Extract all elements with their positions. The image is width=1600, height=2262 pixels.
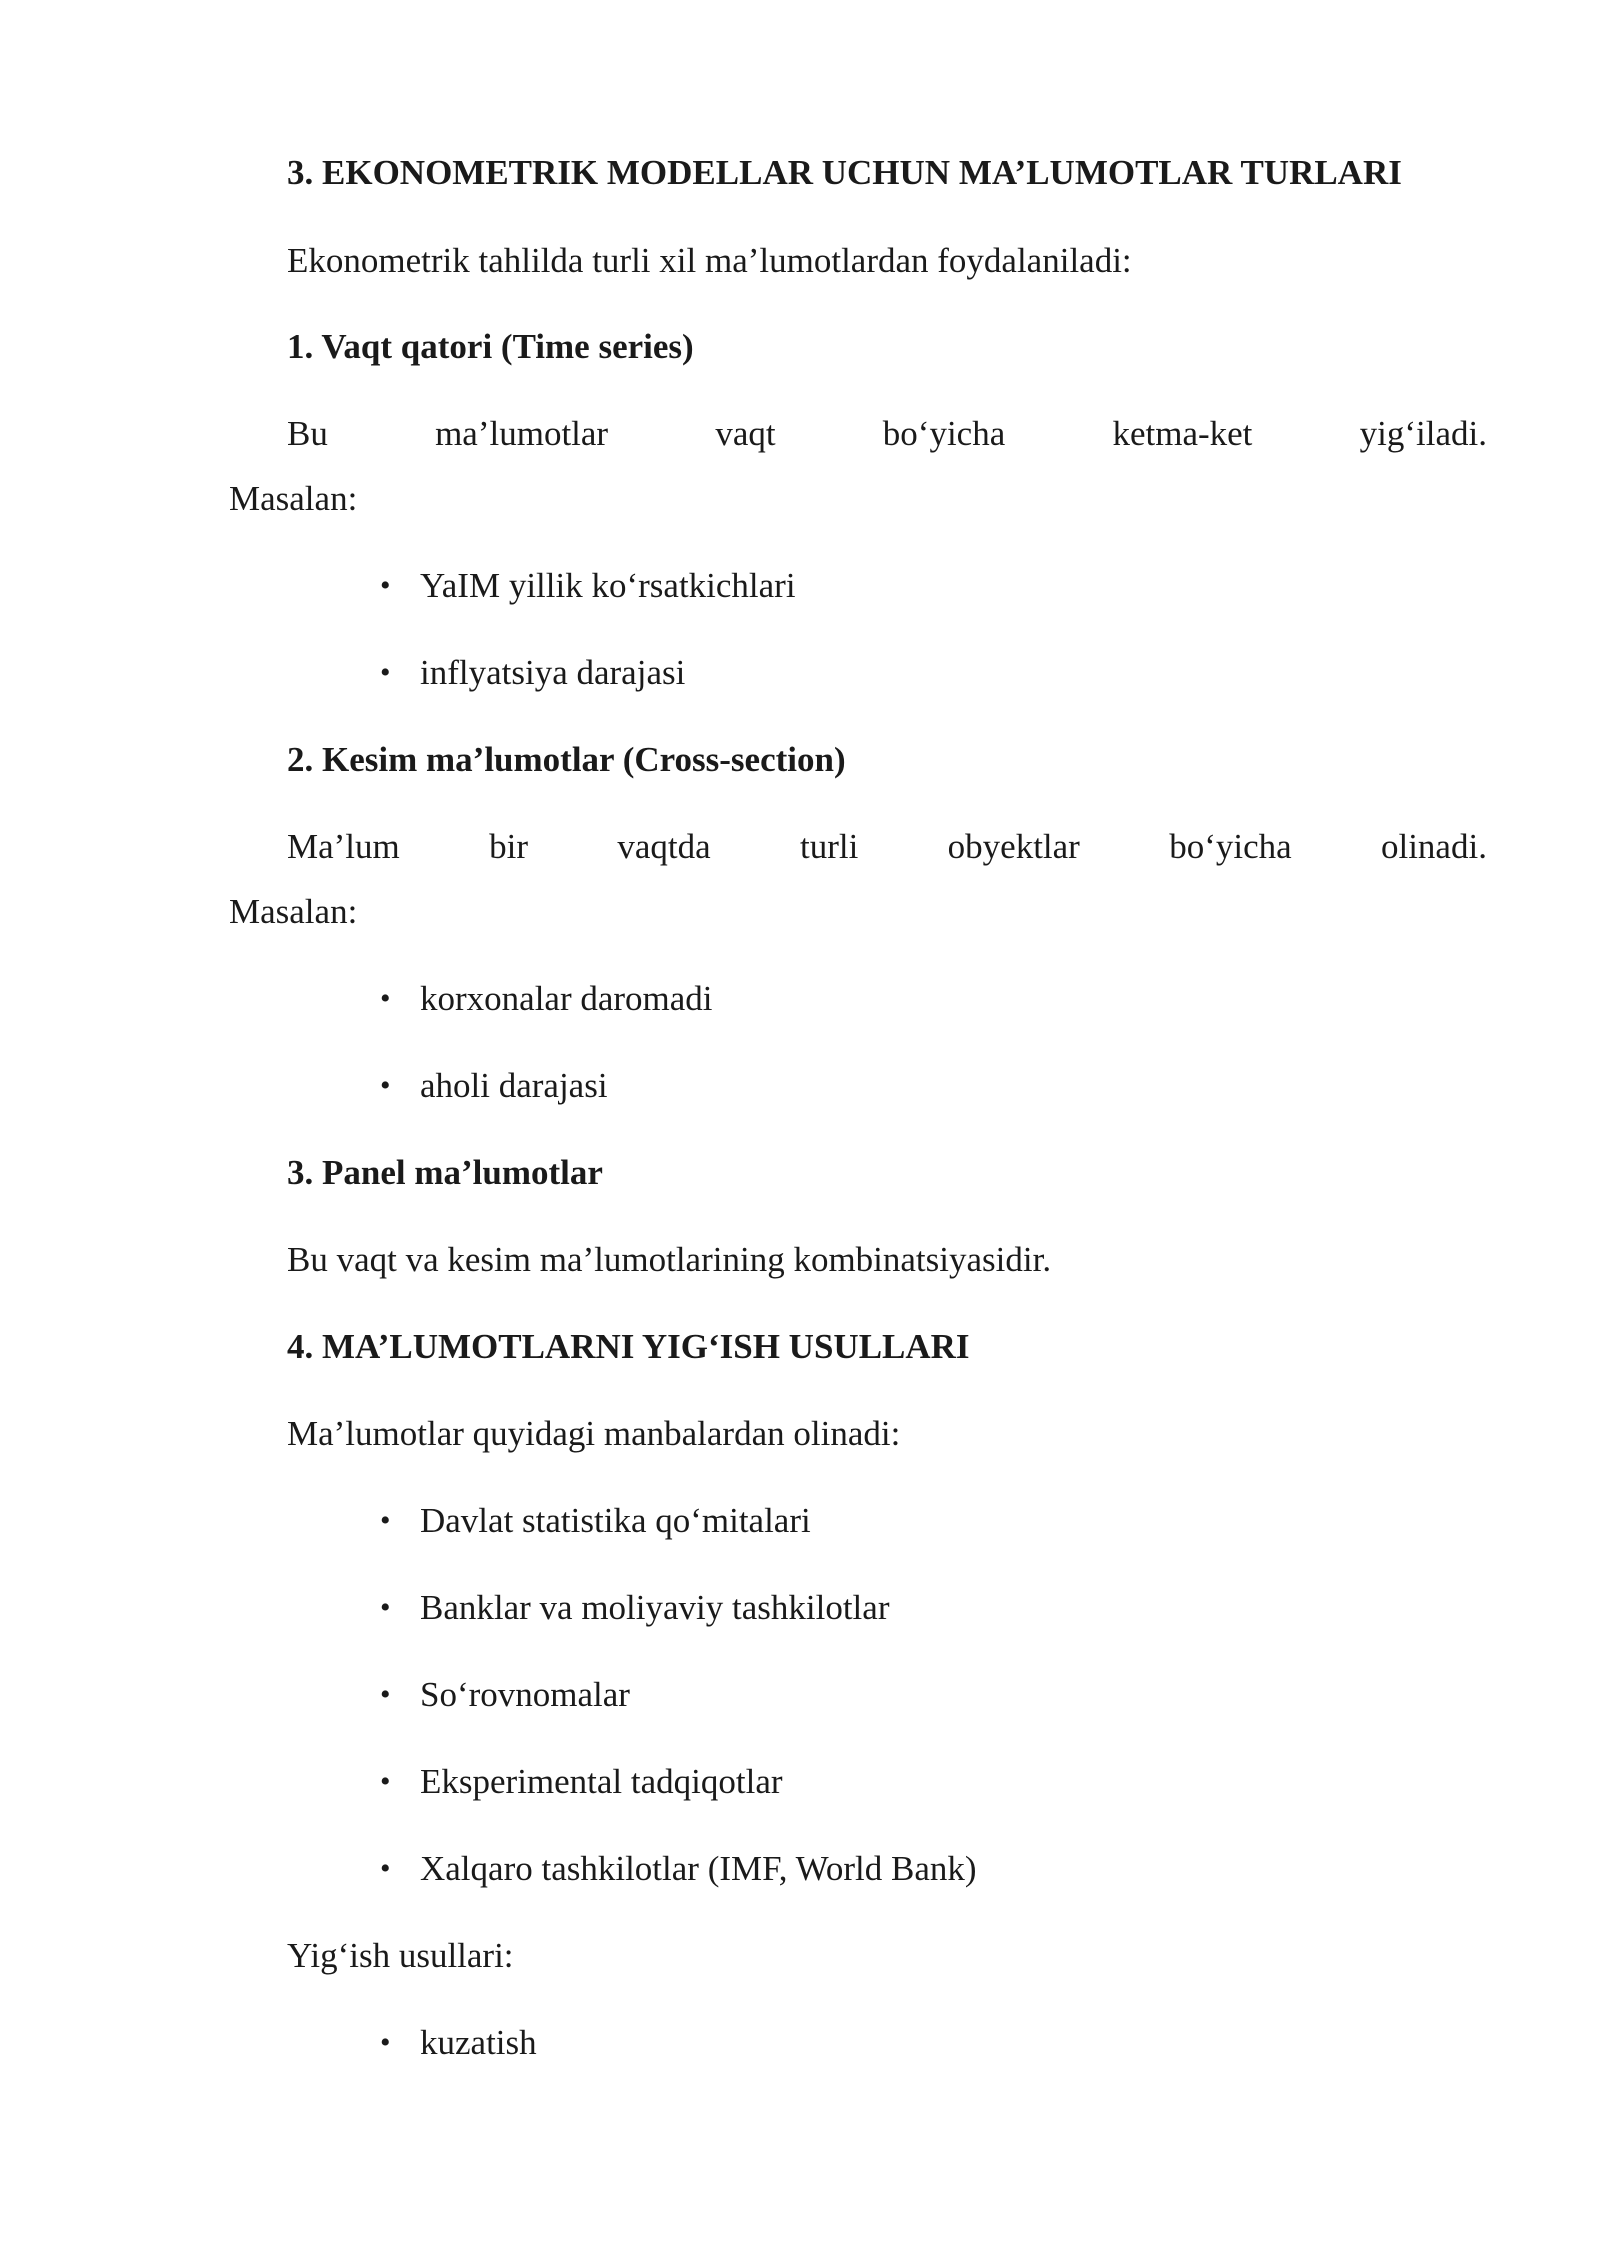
word: ma’lumotlar (435, 414, 609, 453)
list-item-text: So‘rovnomalar (420, 1675, 630, 1714)
bullet-icon: • (380, 1765, 391, 1798)
type-1-heading: 1. Vaqt qatori (Time series) (287, 327, 694, 366)
list-item-text: Xalqaro tashkilotlar (IMF, World Bank) (420, 1849, 977, 1888)
section-4-title: 4. MA’LUMOTLARNI YIG‘ISH USULLARI (287, 1327, 970, 1366)
bullet-icon: • (380, 982, 391, 1015)
section-3-intro: Ekonometrik tahlilda turli xil ma’lumotlardan foydalaniladi: (287, 241, 1132, 280)
bullet-icon: • (380, 1069, 391, 1102)
bullet-icon: • (380, 656, 391, 689)
type-3-text: Bu vaqt va kesim ma’lumotlarining kombinatsiyasidir. (287, 1240, 1052, 1279)
list-item-text: Eksperimental tadqiqotlar (420, 1762, 783, 1801)
list-item-text: aholi darajasi (420, 1066, 608, 1105)
word: olinadi. (1380, 827, 1487, 866)
word: Bu (287, 414, 328, 453)
word: bo‘yicha (1169, 827, 1292, 866)
type-1-text (287, 413, 1487, 455)
type-3-heading: 3. Panel ma’lumotlar (287, 1153, 603, 1192)
section-4-intro: Ma’lumotlar quyidagi manbalardan olinadi: (287, 1414, 901, 1453)
type-2-text-tail: Masalan: (229, 892, 358, 931)
word: turli (799, 827, 859, 866)
word: Ma’lum (287, 827, 400, 866)
type-2-text (287, 826, 1487, 868)
word: vaqt (715, 414, 776, 453)
list-item-text: korxonalar daromadi (420, 979, 713, 1018)
word: obyektlar (947, 827, 1080, 866)
list-item-text: Davlat statistika qo‘mitalari (420, 1501, 811, 1540)
list-item-text: inflyatsiya darajasi (420, 653, 686, 692)
bullet-icon: • (380, 1852, 391, 1885)
list-item-text: kuzatish (420, 2023, 537, 2062)
word: bo‘yicha (882, 414, 1006, 453)
word: vaqtda (617, 827, 711, 866)
section-3-title: 3. EKONOMETRIK MODELLAR UCHUN MA’LUMOTLAR TURLARI (287, 153, 1402, 192)
word: ketma-ket (1112, 414, 1253, 453)
bullet-icon: • (380, 1591, 391, 1624)
type-2-heading: 2. Kesim ma’lumotlar (Cross-section) (287, 740, 846, 779)
word: yig‘iladi. (1359, 414, 1487, 453)
methods-label: Yig‘ish usullari: (287, 1936, 514, 1975)
bullet-icon: • (380, 1504, 391, 1537)
word: bir (489, 827, 528, 866)
bullet-icon: • (380, 1678, 391, 1711)
bullet-icon: • (380, 2026, 391, 2059)
bullet-icon: • (380, 569, 391, 602)
list-item-text: YaIM yillik ko‘rsatkichlari (420, 566, 796, 605)
type-1-text-tail: Masalan: (229, 479, 358, 518)
list-item-text: Banklar va moliyaviy tashkilotlar (420, 1588, 890, 1627)
